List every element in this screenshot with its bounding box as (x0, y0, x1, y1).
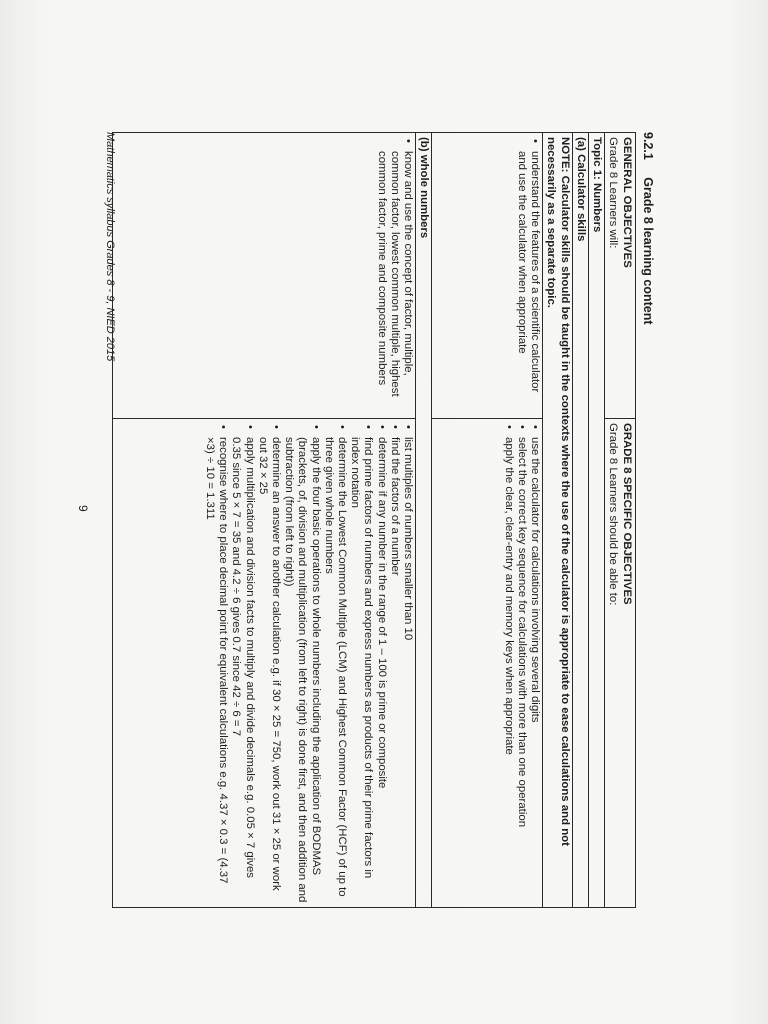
note-lead: NOTE: (558, 137, 571, 173)
section-title: Grade 8 learning content (641, 177, 655, 325)
note-text: Calculator skills should be taught in the contexts where the use of the calculator is appropriate to ease calculations and not necessarily as a separate topic. (545, 137, 571, 846)
section-number: 9.2.1 (641, 132, 655, 160)
calc-specific-list (502, 423, 542, 903)
footer-text: Mathematics syllabus Grades 8 - 9, NIED 2015 (104, 132, 116, 362)
topic-row (588, 133, 604, 908)
col1-header-text: GENERAL OBJECTIVES (621, 137, 633, 268)
col1-sub-text: Grade 8 Learners will: (607, 137, 619, 249)
topic-label: Topic 1: Numbers (588, 133, 604, 908)
objective-item: • apply the four basic operations to whole numbers including the application of BODMAS (brackets, of, division and multiplication (from left to right) is done first, and then addition and subtraction (from left to right)) (282, 423, 322, 903)
section-b-label: (b) whole numbers (415, 133, 431, 908)
whole-specific-list (203, 423, 414, 903)
header-row (605, 133, 636, 908)
calculator-skills-row (432, 133, 543, 908)
objective-item: • know and use the concept of factor, multiple, common factor, lowest common multiple, highest common factor, prime and composite numbers (374, 137, 414, 414)
objective-item: • select the correct key sequence for calculations with more than one operation (515, 423, 528, 903)
col2-sub-text: Grade 8 Learners should be able to: (607, 423, 619, 606)
calc-general-list (515, 137, 541, 414)
whole-general-cell (112, 133, 415, 419)
objective-item: • understand the features of a scientific calculator and use the calculator when appropriate (515, 137, 541, 414)
objective-item: • find the factors of a number (388, 423, 401, 903)
objective-item: • find prime factors of numbers and express numbers as products of their prime factors in index notation (348, 423, 374, 903)
calc-general-cell (432, 133, 543, 419)
section-a-row (572, 133, 588, 908)
objective-item: • apply the clear, clear-entry and memory keys when appropriate (502, 423, 515, 903)
section-heading (641, 132, 655, 325)
page-number: 9 (76, 505, 90, 512)
general-objectives-header (605, 133, 636, 419)
objective-item: • recognise where to place decimal point for equivalent calculations e.g. 4.37 × 0.3 = (4.37 ×3) ÷ 10 = 1.311 (203, 423, 229, 903)
calc-specific-cell (432, 419, 543, 908)
specific-objectives-header (605, 419, 636, 908)
note-row (543, 133, 572, 908)
calculator-note (543, 133, 572, 908)
objective-item: • determine if any number in the range of 1 – 100 is prime or composite (374, 423, 387, 903)
whole-specific-cell (112, 419, 415, 908)
objective-item: • determine the Lowest Common Multiple (LCM) and Highest Common Factor (HCF) of up to three given whole numbers (322, 423, 348, 903)
col2-header-text: GRADE 8 SPECIFIC OBJECTIVES (621, 423, 633, 605)
objectives-table (112, 132, 636, 908)
objective-item: • list multiples of numbers smaller than 10 (401, 423, 414, 903)
whole-numbers-row (112, 133, 415, 908)
objective-item: • determine an answer to another calculation e.g. if 30 × 25 = 750, work out 31 × 25 or work out 32 × 25 (256, 423, 282, 903)
objective-item: • apply multiplication and division facts to multiply and divide decimals e.g. 0.05 × 7 gives 0.35 since 5 × 7 = 35 and 4.2 ÷ 6 gives 0.7 since 42 ÷ 6 = 7 (229, 423, 255, 903)
whole-general-list (374, 137, 414, 414)
section-b-row (415, 133, 431, 908)
section-a-label: (a) Calculator skills (572, 133, 588, 908)
objective-item: • use the calculator for calculations involving several digits (528, 423, 541, 903)
